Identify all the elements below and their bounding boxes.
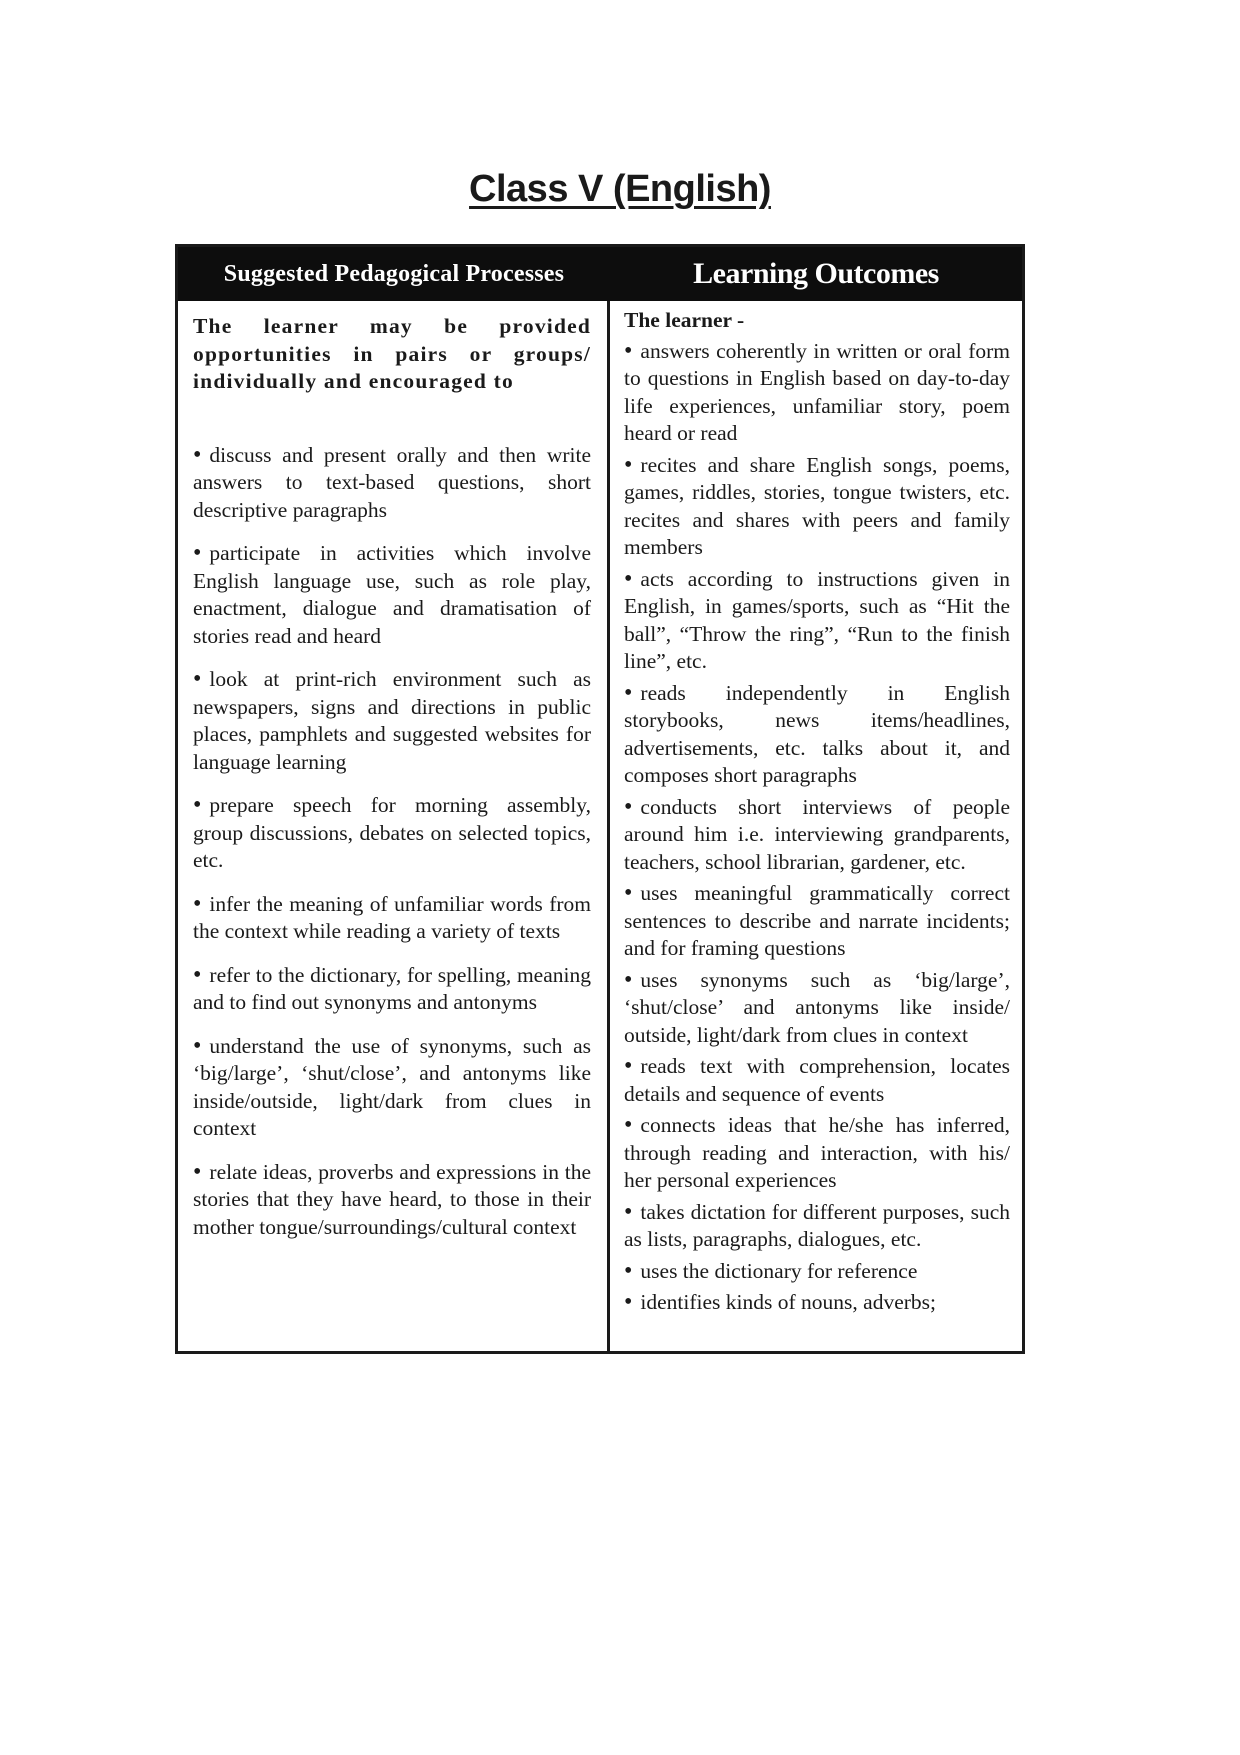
bullet-icon: • <box>193 890 202 917</box>
bullet-icon: • <box>193 961 202 988</box>
outcome-item: • uses synonyms such as ‘big/large’, ‘shut/close’ and antonyms like inside/ outside, light/dark from clues in context <box>624 966 1010 1047</box>
outcome-item: • acts according to instructions given in English, in games/sports, such as “Hit the ball”, “Throw the ring”, “Run to the finish line”, etc. <box>624 565 1010 673</box>
pedagogical-item: • understand the use of synonyms, such as ‘big/large’, ‘shut/close’, and antonyms like inside/outside, light/dark from clues in context <box>193 1032 591 1140</box>
outcome-item: • takes dictation for different purposes, such as lists, paragraphs, dialogues, etc. <box>624 1198 1010 1251</box>
outcome-item: • conducts short interviews of people around him i.e. interviewing grandparents, teachers, school librarian, gardener, etc. <box>624 793 1010 874</box>
table-header-row <box>178 247 1022 301</box>
pedagogical-intro: The learner may be provided opportunities in pairs or groups/ individually and encouraged to <box>193 314 591 393</box>
outcome-item: • reads text with comprehension, locates details and sequence of events <box>624 1053 1010 1106</box>
outcome-item: • identifies kinds of nouns, adverbs; <box>624 1289 936 1315</box>
bullet-icon: • <box>193 441 202 468</box>
bullet-icon: • <box>193 792 202 818</box>
outcome-item: • uses the dictionary for reference <box>624 1257 918 1284</box>
bullet-icon: • <box>624 793 633 820</box>
outcome-item: • connects ideas that he/she has inferred, through reading and interaction, with his/ her personal experiences <box>624 1112 1010 1192</box>
bullet-icon: • <box>624 1112 633 1138</box>
pedagogical-item: • relate ideas, proverbs and expressions in the stories that they have heard, to those in their mother tongue/surroundings/cultural context <box>193 1158 591 1239</box>
bullet-icon: • <box>624 1198 633 1225</box>
outcome-item: • recites and share English songs, poems, games, riddles, stories, tongue twisters, etc. recites and shares with peers and family members <box>624 451 1010 559</box>
bullet-icon: • <box>624 679 633 706</box>
bullet-icon: • <box>624 1289 633 1315</box>
bullet-icon: • <box>624 880 633 906</box>
outcome-item: • reads independently in English storybooks, news items/headlines, advertisements, etc. talks about it, and composes short paragraphs <box>624 679 1010 787</box>
table-body-row <box>178 301 1022 1351</box>
outcomes-intro: The learner - <box>624 308 745 332</box>
pedagogical-item: • prepare speech for morning assembly, group discussions, debates on selected topics, etc. <box>193 792 591 872</box>
header-pedagogical-processes: Suggested Pedagogical Processes <box>223 260 565 287</box>
bullet-icon: • <box>193 1032 202 1059</box>
outcome-item: • uses meaningful grammatically correct sentences to describe and narrate incidents; and for framing questions <box>624 880 1010 960</box>
pedagogical-processes-column <box>178 301 610 1351</box>
header-learning-outcomes: Learning Outcomes <box>693 257 939 290</box>
bullet-icon: • <box>624 966 633 993</box>
pedagogical-item: • refer to the dictionary, for spelling, meaning and to find out synonyms and antonyms <box>193 961 591 1014</box>
pedagogical-item: • look at print-rich environment such as newspapers, signs and directions in public places, pamphlets and suggested websites for language learning <box>193 666 591 774</box>
pedagogical-item: • discuss and present orally and then write answers to text-based questions, short descriptive paragraphs <box>193 441 591 522</box>
bullet-icon: • <box>193 1158 202 1185</box>
pedagogical-item: • participate in activities which involve English language use, such as role play, enactment, dialogue and dramatisation of stories read and heard <box>193 540 591 648</box>
pedagogical-item: • infer the meaning of unfamiliar words from the context while reading a variety of texts <box>193 890 591 943</box>
outcome-item: • answers coherently in written or oral form to questions in English based on day-to-day life experiences, unfamiliar story, poem heard or read <box>624 337 1010 445</box>
bullet-icon: • <box>193 540 202 566</box>
bullet-icon: • <box>624 451 633 478</box>
bullet-icon: • <box>624 337 633 364</box>
bullet-icon: • <box>624 1053 633 1079</box>
bullet-icon: • <box>193 666 202 692</box>
bullet-icon: • <box>624 565 633 592</box>
learning-outcomes-column <box>610 301 1022 1351</box>
page-title: Class V (English) <box>469 168 771 210</box>
outcomes-table <box>175 244 1025 1354</box>
bullet-icon: • <box>624 1257 633 1284</box>
